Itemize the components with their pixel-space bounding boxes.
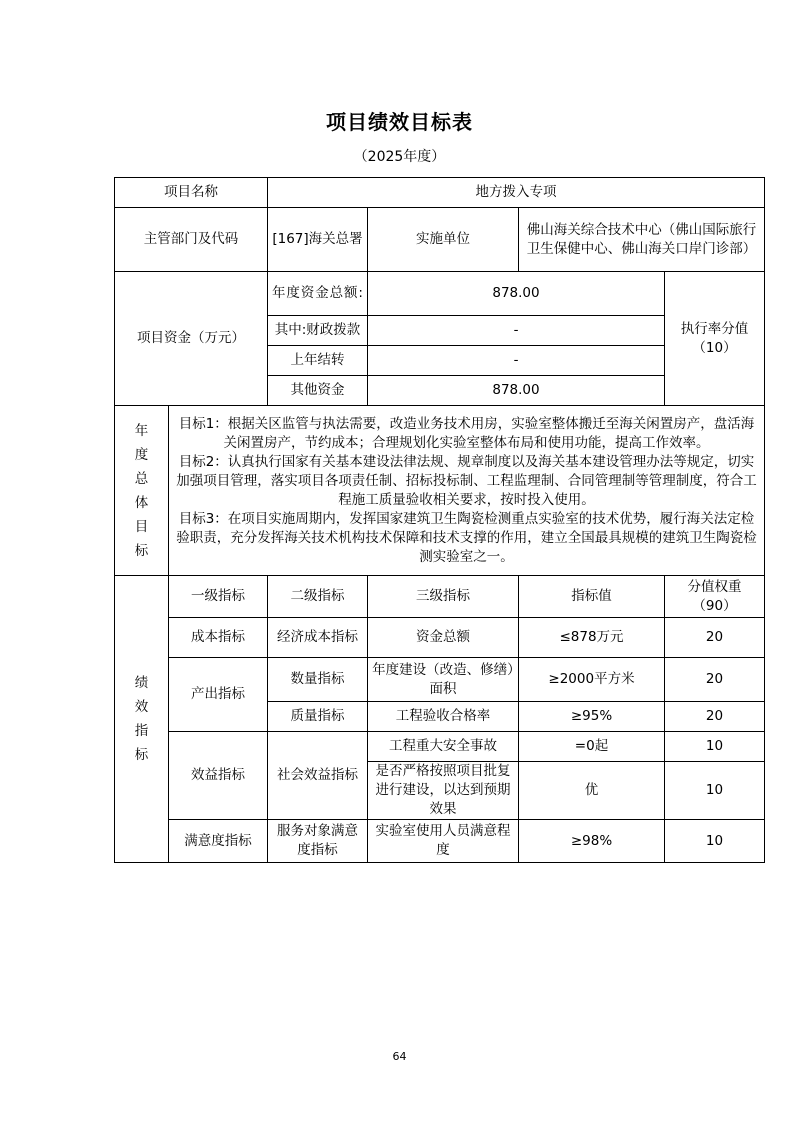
level3-cell: 是否严格按照项目批复进行建设，以达到预期效果 — [368, 762, 519, 820]
goals-content — [169, 406, 765, 576]
exec-rate-label: 执行率分值（10） — [665, 272, 765, 406]
page-title: 项目绩效目标表 — [326, 110, 473, 134]
header-value: 指标值 — [519, 576, 665, 618]
weight-cell: 20 — [665, 702, 765, 732]
table-row — [115, 658, 765, 702]
dept-value: [167]海关总署 — [268, 208, 368, 272]
row-department — [115, 208, 765, 272]
fiscal-funds-value: - — [368, 316, 665, 346]
header-level2: 二级指标 — [268, 576, 368, 618]
row-goals — [115, 406, 765, 576]
page-subtitle: （2025年度） — [353, 149, 446, 165]
weight-cell: 20 — [665, 658, 765, 702]
row-funds-annual — [115, 272, 765, 316]
other-funds-label: 其他资金 — [268, 376, 368, 406]
value-cell: ≥98% — [519, 820, 665, 863]
dept-label: 主管部门及代码 — [115, 208, 268, 272]
table-row — [115, 618, 765, 658]
level1-cell: 产出指标 — [169, 658, 268, 732]
row-project-name — [115, 178, 765, 208]
level3-cell: 年度建设（改造、修缮）面积 — [368, 658, 519, 702]
level3-cell: 工程验收合格率 — [368, 702, 519, 732]
weight-cell: 10 — [665, 762, 765, 820]
carryover-value: - — [368, 346, 665, 376]
value-cell: 优 — [519, 762, 665, 820]
value-cell: ≥95% — [519, 702, 665, 732]
value-cell: ≥2000平方米 — [519, 658, 665, 702]
goals-label: 年度总体目标 — [115, 406, 169, 576]
level2-cell: 服务对象满意度指标 — [268, 820, 368, 863]
header-level3: 三级指标 — [368, 576, 519, 618]
header-weight: 分值权重（90） — [665, 576, 765, 618]
performance-table — [114, 177, 765, 863]
level3-cell: 资金总额 — [368, 618, 519, 658]
table-row — [115, 820, 765, 863]
annual-funds-label: 年度资金总额: — [268, 272, 368, 316]
header-level1: 一级指标 — [169, 576, 268, 618]
other-funds-value: 878.00 — [368, 376, 665, 406]
goal-item: 目标3：在项目实施周期内，发挥国家建筑卫生陶瓷检测重点实验室的技术优势，履行海关法定检验职责，充分发挥海关技术机构技术保障和技术支撑的作用，建立全国最具规模的建筑卫生陶瓷检测实验室之一。 — [176, 510, 757, 565]
project-name-value: 地方拨入专项 — [268, 178, 765, 208]
goal-item: 目标2：认真执行国家有关基本建设法律法规、规章制度以及海关基本建设管理办法等规定，切实加强项目管理，落实项目各项责任制、招标投标制、工程监理制、合同管理制等管理制度，符合工程施工质量验收相关要求，按时投入使用。 — [176, 453, 757, 508]
weight-cell: 10 — [665, 820, 765, 863]
funds-label: 项目资金（万元） — [115, 272, 268, 406]
page-number: 64 — [392, 1050, 407, 1063]
fiscal-funds-label: 其中:财政拨款 — [268, 316, 368, 346]
indicators-label: 绩效指标 — [115, 576, 169, 863]
weight-cell: 20 — [665, 618, 765, 658]
unit-label: 实施单位 — [368, 208, 519, 272]
row-indicators-header — [115, 576, 765, 618]
level1-cell: 满意度指标 — [169, 820, 268, 863]
level1-cell: 效益指标 — [169, 732, 268, 820]
carryover-label: 上年结转 — [268, 346, 368, 376]
level2-cell: 质量指标 — [268, 702, 368, 732]
goal-item: 目标1：根据关区监管与执法需要，改造业务技术用房，实验室整体搬迁至海关闲置房产，盘活海关闲置房产，节约成本；合理规划化实验室整体布局和使用功能，提高工作效率。 — [178, 415, 755, 451]
unit-value: 佛山海关综合技术中心（佛山国际旅行卫生保健中心、佛山海关口岸门诊部） — [519, 208, 765, 272]
level2-cell: 社会效益指标 — [268, 732, 368, 820]
value-cell: ≤878万元 — [519, 618, 665, 658]
value-cell: =0起 — [519, 732, 665, 762]
table-row — [115, 732, 765, 762]
weight-cell: 10 — [665, 732, 765, 762]
level1-cell: 成本指标 — [169, 618, 268, 658]
level2-cell: 数量指标 — [268, 658, 368, 702]
project-name-label: 项目名称 — [115, 178, 268, 208]
annual-funds-value: 878.00 — [368, 272, 665, 316]
level3-cell: 工程重大安全事故 — [368, 732, 519, 762]
level3-cell: 实验室使用人员满意程度 — [368, 820, 519, 863]
level2-cell: 经济成本指标 — [268, 618, 368, 658]
